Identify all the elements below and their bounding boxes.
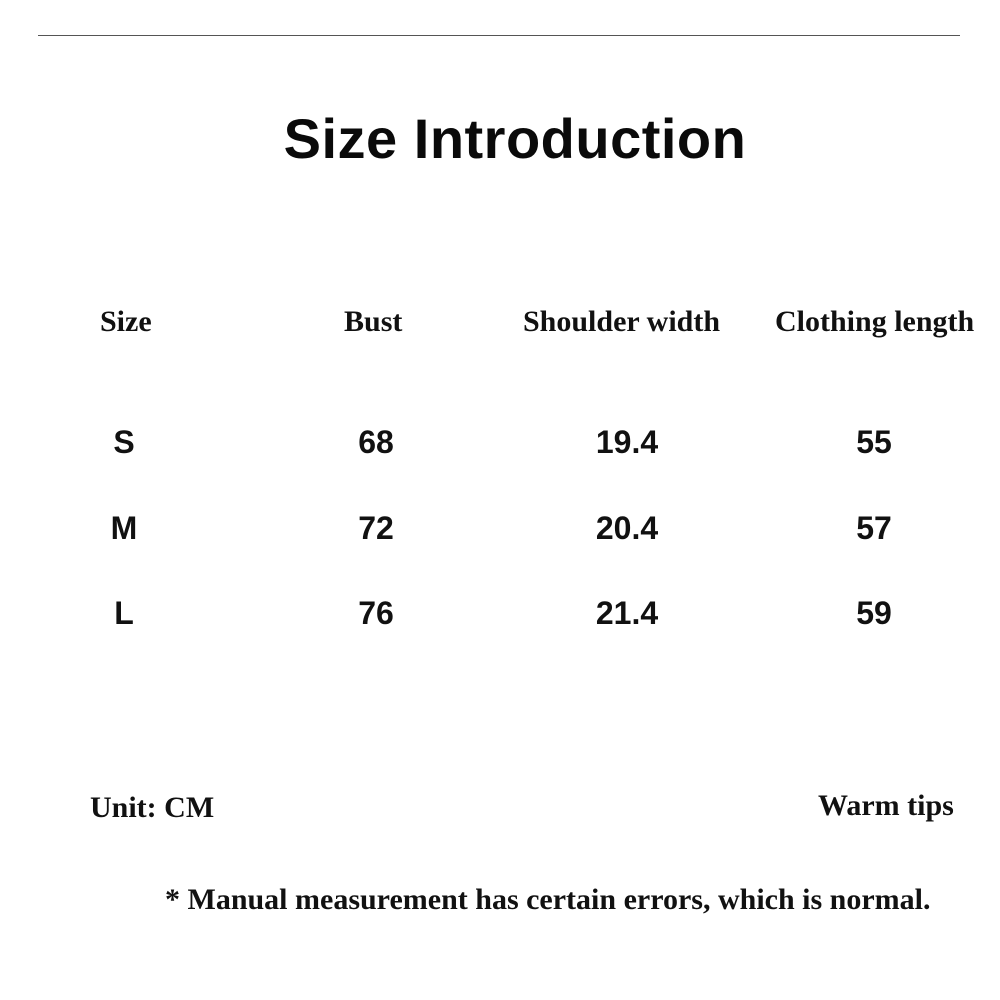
cell-clothing-length: 57 [856, 510, 892, 546]
cell-size: L [114, 595, 134, 631]
cell-shoulder-width: 21.4 [595, 595, 659, 631]
header-clothing-length: Clothing length [775, 305, 975, 338]
warm-tips-text: * Manual measurement has certain errors, which is normal. [165, 883, 931, 916]
header-size: Size [100, 305, 152, 338]
warm-tips-title: Warm tips [818, 789, 954, 822]
cell-clothing-length: 55 [856, 424, 892, 460]
cell-bust: 76 [358, 595, 394, 631]
top-divider [38, 35, 960, 36]
cell-shoulder-width: 19.4 [595, 424, 659, 460]
cell-size: M [110, 510, 138, 546]
cell-clothing-length: 59 [856, 595, 892, 631]
unit-label: Unit: CM [90, 791, 215, 824]
cell-shoulder-width: 20.4 [595, 510, 659, 546]
header-bust: Bust [344, 305, 403, 338]
page-title: Size Introduction [283, 107, 747, 170]
cell-bust: 68 [358, 424, 394, 460]
header-shoulder-width: Shoulder width [523, 305, 721, 338]
cell-bust: 72 [358, 510, 394, 546]
cell-size: S [113, 424, 135, 460]
